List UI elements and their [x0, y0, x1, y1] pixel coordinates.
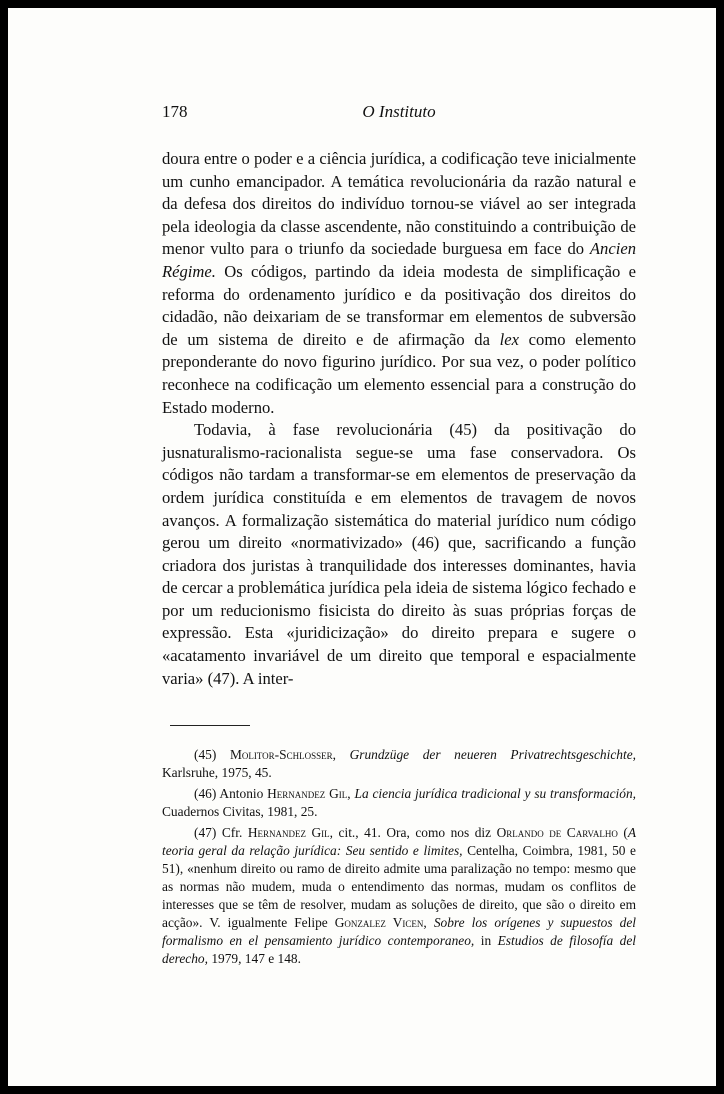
ancien-regime-emphasis: Ancien Régime.	[162, 239, 636, 281]
paragraph-2: Todavia, à fase revolucionária (45) da positivação do jusnaturalismo-racionalista segue-se uma fase conservadora. Os códigos não tardam a transformar-se em elementos de preservação da ordem jurídica constituída e em elementos de travagem de novos avanços. A formalização sistemática do material jurídico num código gerou um direito «normativizado» (46) que, sacrificando a função criadora dos juristas à tranquilidade dos interesses dominantes, havia de cercar a problemática jurídica pela ideia de sistema lógico fechado e por um reducionismo fisicista do direito às suas próprias forças de expressão. Esta «juridicização» do direito prepara e sugere o «acatamento invariável de um direito que temporal e espacialmente varia» (47). A inter-	[162, 420, 636, 688]
footnote-45: (45) Molitor-Schlosser, Grundzüge der neueren Privatrechtsgeschichte, Karlsruhe, 1975, 45.	[162, 747, 636, 780]
running-title: O Instituto	[362, 102, 436, 121]
body-text	[162, 148, 636, 690]
paragraph-1: doura entre o poder e a ciência jurídica, a codificação teve inicialmente um cunho emancipador. A temática revolucionária da razão natural e da defesa dos direitos do indivíduo tornou-se viável ao ser integrada pela ideologia da classe ascendente, não constituindo a contribuição de menor vulto para o triunfo da sociedade burguesa em face do Ancien Régime. Os códigos, partindo da ideia modesta de simplificação e reforma do ordenamento jurídico e da positivação dos direitos do cidadão, não deixariam de se transformar em elementos de subversão de um sistema de direito e de afirmação da lex como elemento preponderante do novo figurino jurídico. Por sua vez, o poder político reconhece na codificação um elemento essencial para a construção do Estado moderno.	[162, 149, 637, 417]
footnote-46: (46) Antonio Hernandez Gil, La ciencia jurídica tradicional y su transformación, Cuadernos Civitas, 1981, 25.	[162, 786, 636, 819]
document-page	[8, 8, 716, 1086]
lex-emphasis: lex	[499, 329, 519, 349]
footnote-47: (47) Cfr. Hernandez Gil, cit., 41. Ora, como nos diz Orlando de Carvalho (A teoria geral da relação jurídica: Seu sentido e limites, Centelha, Coimbra, 1981, 50 e 51), «nenhum direito ou ramo de direito admite uma paralização no tempo: mesmo que as normas não mudem, muda o entendimento das normas, mudam os conflitos de interesses que se têm de resolver, mudam as soluções de direito, que são o direito em acção». V. igualmente Felipe Gonzalez Vicen, Sobre los orígenes y supuestos del formalismo en el pensamiento jurídico contemporaneo, in Estudios de filosofía del derecho, 1979, 147 e 148.	[162, 825, 636, 966]
footnotes	[162, 746, 636, 971]
footnote-separator	[170, 725, 250, 726]
running-header	[162, 102, 636, 126]
page-number: 178	[162, 102, 188, 121]
